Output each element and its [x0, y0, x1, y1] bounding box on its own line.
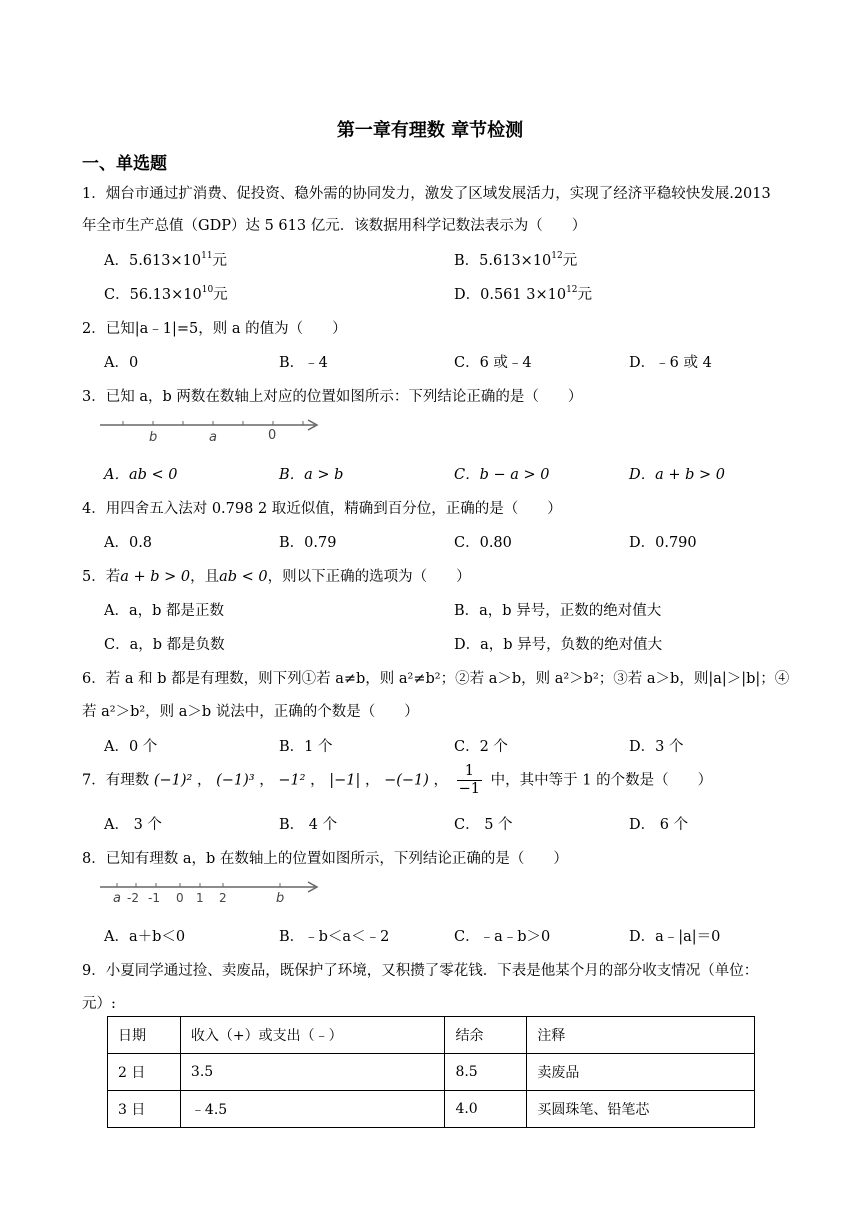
table-cell: 2 日 — [108, 1054, 181, 1091]
question-1-line-2: 年全市生产总值（GDP）达 5 613 亿元．该数据用科学记数法表示为（ ） — [82, 218, 587, 234]
question-6-line-2: 若 a²＞b²，则 a＞b 说法中，正确的个数是（ ） — [82, 704, 419, 720]
axis-label-2: 2 — [219, 891, 227, 905]
question-7-option-c[interactable]: C． 5 个 — [454, 817, 513, 833]
table-cell: 4.0 — [445, 1091, 527, 1128]
option-text: A．5.613×10 — [104, 253, 202, 269]
table-cell: ﹣4.5 — [180, 1091, 445, 1128]
table-cell: 8.5 — [445, 1054, 527, 1091]
axis-label-a: a — [113, 891, 121, 906]
question-8-option-d[interactable]: D．a﹣|a|＝0 — [629, 929, 721, 945]
document-title: 第一章有理数 章节检测 — [336, 120, 524, 141]
question-5-option-d[interactable]: D．a，b 异号，负数的绝对值大 — [454, 637, 663, 653]
table-header-cell: 结余 — [445, 1017, 527, 1054]
expression-6-fraction — [457, 763, 482, 798]
question-5-option-b[interactable]: B．a，b 异号，正数的绝对值大 — [454, 603, 662, 619]
question-7-option-a[interactable]: A． 3 个 — [104, 817, 162, 833]
question-5-suffix: ，则以下正确的选项为（ ） — [267, 569, 471, 585]
fraction-denominator: −1 — [458, 781, 481, 797]
question-9-line-2: 元）: — [82, 996, 116, 1012]
question-7-prefix: 7．有理数 — [82, 772, 150, 789]
exponent: 12 — [551, 251, 563, 262]
option-text: C．56.13×10 — [104, 287, 202, 303]
option-unit: 元 — [577, 287, 593, 303]
number-line-figure-q3 — [100, 412, 330, 446]
question-8-text: 8．已知有理数 a，b 在数轴上的位置如图所示，下列结论正确的是（ ） — [82, 851, 568, 867]
table-row — [108, 1054, 755, 1091]
expression-5: −(−1) — [384, 772, 429, 789]
question-5-text — [82, 565, 471, 586]
table-cell: 3 日 — [108, 1091, 181, 1128]
axis-label-b: b — [276, 891, 285, 906]
expression-3: −1² — [278, 772, 306, 789]
table-row — [108, 1091, 755, 1128]
question-4-text: 4．用四舍五入法对 0.798 2 取近似值，精确到百分位，正确的是（ ） — [82, 501, 562, 517]
question-7-suffix: 中，其中等于 1 的个数是（ ） — [490, 772, 713, 789]
question-5-option-a[interactable]: A．a，b 都是正数 — [104, 603, 225, 619]
exponent: 11 — [201, 251, 213, 262]
question-2-option-d[interactable]: D．﹣6 或 4 — [629, 355, 712, 371]
axis-label-b: b — [149, 430, 158, 445]
question-1-option-b[interactable] — [454, 249, 577, 270]
option-text: D．0.561 3×10 — [454, 287, 567, 303]
question-8-option-c[interactable]: C．﹣a﹣b＞0 — [454, 929, 551, 945]
expression-4: |−1| — [329, 772, 361, 789]
question-7-text: 7．有理数 (−1)² ， (−1)³ ， −1² ， |−1| ， −(−1) ， $\frac{1}{-1}$ 中，其中等于 1 的个数是（ ） — [82, 763, 713, 797]
question-2-option-b[interactable]: B．﹣4 — [279, 355, 328, 371]
exponent: 12 — [566, 285, 578, 296]
question-1-option-d[interactable] — [454, 283, 592, 304]
question-3-option-b[interactable]: B．a > b — [279, 467, 344, 483]
question-6-option-b[interactable]: B．1 个 — [279, 739, 333, 755]
option-unit: 元 — [213, 287, 228, 303]
question-9-line-1: 9．小夏同学通过捡、卖废品，既保护了环境，又积攒了零花钱．下表是他某个月的部分收支情况（单位： — [82, 963, 759, 979]
question-2-option-a[interactable]: A．0 — [104, 355, 139, 371]
axis-label-a: a — [209, 430, 217, 445]
question-6-option-d[interactable]: D．3 个 — [629, 739, 684, 755]
axis-label-minus-2: -2 — [127, 891, 139, 905]
question-3-option-d[interactable]: D．a + b > 0 — [629, 467, 726, 483]
axis-label-zero: 0 — [176, 891, 184, 905]
fraction-numerator: 1 — [457, 763, 482, 781]
axis-label-minus-1: -1 — [148, 891, 160, 905]
income-expense-table — [107, 1016, 755, 1128]
question-2-option-c[interactable]: C．6 或﹣4 — [454, 355, 532, 371]
question-6-line-1: 6．若 a 和 b 都是有理数，则下列①若 a≠b，则 a²≠b²；②若 a＞b，则 a²＞b²；③若 a＞b，则|a|＞|b|；④ — [82, 671, 790, 687]
question-5-option-c[interactable]: C．a，b 都是负数 — [104, 637, 225, 653]
question-2-text: 2．已知|a﹣1|=5，则 a 的值为（ ） — [82, 321, 347, 337]
table-cell: 3.5 — [180, 1054, 445, 1091]
axis-label-zero: 0 — [268, 428, 277, 443]
table-cell: 买圆珠笔、铅笔芯 — [527, 1091, 755, 1128]
table-header-cell: 注释 — [527, 1017, 755, 1054]
option-unit: 元 — [212, 253, 228, 269]
question-3-option-a[interactable]: A．ab < 0 — [104, 467, 178, 483]
question-4-option-a[interactable]: A．0.8 — [104, 535, 153, 551]
axis-label-1: 1 — [196, 891, 204, 905]
number-line-figure-q8 — [100, 874, 330, 908]
expression-1: (−1)² — [153, 772, 193, 789]
question-4-option-c[interactable]: C．0.80 — [454, 535, 512, 551]
question-6-option-a[interactable]: A．0 个 — [104, 739, 158, 755]
question-1-option-a[interactable] — [104, 249, 227, 270]
question-1-line-1: 1．烟台市通过扩消费、促投资、稳外需的协同发力，激发了区域发展活力，实现了经济平稳较快发展.2013 — [82, 186, 771, 202]
question-8-option-a[interactable]: A．a＋b＜0 — [104, 929, 186, 945]
question-8-option-b[interactable]: B．﹣b＜a＜﹣2 — [279, 929, 390, 945]
question-5-prefix: 5．若 — [82, 569, 121, 585]
condition-product: ab < 0 — [219, 569, 268, 585]
exponent: 10 — [201, 285, 214, 296]
table-header-row — [108, 1017, 755, 1054]
table-header-cell: 收入（+）或支出（﹣） — [180, 1017, 445, 1054]
condition-sum: a + b > 0 — [120, 569, 191, 585]
table-header-cell: 日期 — [108, 1017, 181, 1054]
table-cell: 卖废品 — [527, 1054, 755, 1091]
question-3-text: 3．已知 a，b 两数在数轴上对应的位置如图所示：下列结论正确的是（ ） — [82, 389, 583, 405]
question-7-option-d[interactable]: D． 6 个 — [629, 817, 689, 833]
question-7-option-b[interactable]: B． 4 个 — [279, 817, 338, 833]
option-text: B．5.613×10 — [454, 253, 552, 269]
option-unit: 元 — [562, 253, 578, 269]
question-6-option-c[interactable]: C．2 个 — [454, 739, 508, 755]
question-1-option-c[interactable] — [104, 283, 228, 304]
question-5-conjunction: ，且 — [190, 569, 220, 585]
question-3-option-c[interactable]: C．b − a > 0 — [454, 467, 550, 483]
expression-2: (−1)³ — [216, 772, 255, 789]
question-4-option-b[interactable]: B．0.79 — [279, 535, 337, 551]
section-heading: 一、单选题 — [82, 154, 167, 174]
question-4-option-d[interactable]: D．0.790 — [629, 535, 697, 551]
